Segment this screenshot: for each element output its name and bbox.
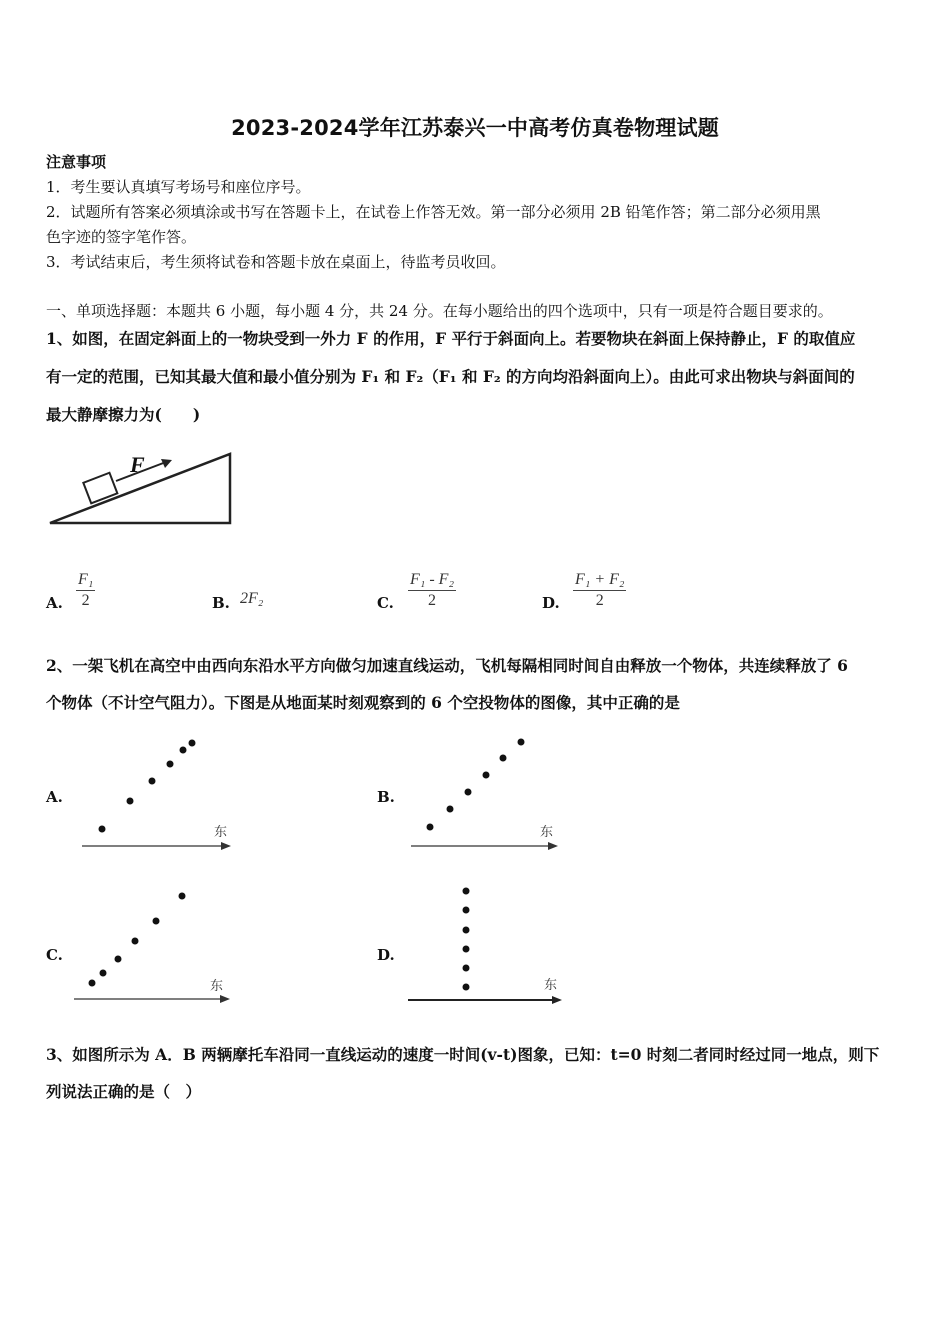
drop-point [463,888,470,895]
drop-point [447,806,454,813]
east-label: 东 [214,825,228,840]
drop-point [500,755,507,762]
fraction-numerator: F₁ + F₂ [573,570,626,591]
option-d-formula [573,570,626,611]
drop-point [465,789,472,796]
option-d-letter: D. [542,594,560,612]
question-3-line: 列说法正确的是（ ） [46,1082,202,1101]
option-a-letter: A. [46,594,63,612]
option-b-letter: B. [212,594,230,612]
q2-option-d-letter: D. [377,946,395,964]
question-2-line: 个物体（不计空气阻力）。下图是从地面某时刻观察到的 6 个空投物体的图像，其中正确的是 [46,693,680,712]
drop-point [463,946,470,953]
drop-point [99,826,106,833]
notice-item: 2．试题所有答案必须填涂或书写在答题卡上，在试卷上作答无效。第一部分必须用 2B 铅笔作答；第二部分必须用黑 [46,203,821,221]
notice-item: 色字迹的签字笔作答。 [46,228,197,246]
q2-option-a-letter: A. [46,788,63,806]
notice-item: 1．考生要认真填写考场号和座位序号。 [46,178,311,196]
question-2-line: 2、一架飞机在高空中由西向东沿水平方向做匀加速直线运动，飞机每隔相同时间自由释放一个物体，共连续释放了 6 [46,656,848,675]
q2-figure-c [70,886,235,1006]
page-title: 2023-2024学年江苏泰兴一中高考仿真卷物理试题 [231,116,719,140]
axis-arrowhead [548,842,558,850]
fraction-denominator: 2 [81,592,90,609]
axis-arrowhead [552,996,562,1004]
section-heading: 一、单项选择题：本题共 6 小题，每小题 4 分，共 24 分。在每小题给出的四个选项中，只有一项是符合题目要求的。 [46,302,833,320]
drop-point [149,778,156,785]
q2-figure-d [404,880,569,1008]
fraction-denominator: 2 [428,592,436,609]
axis-arrowhead [221,842,231,850]
drop-point [132,938,139,945]
notice-item: 3．考试结束后，考生须将试卷和答题卡放在桌面上，待监考员收回。 [46,253,506,271]
drop-point [89,980,96,987]
drop-point [127,798,134,805]
option-a-formula [76,570,95,611]
fraction-numerator: F₁ [76,570,95,591]
drop-point [115,956,122,963]
fraction-numerator: F₁ - F₂ [408,570,456,591]
option-b-formula: 2F₂ [240,590,264,607]
question-3-line: 3、如图所示为 A．B 两辆摩托车沿同一直线运动的速度一时间(v-t)图象，已知：t=0 时刻二者同时经过同一地点，则下 [46,1045,880,1064]
drop-point [483,772,490,779]
option-c-formula [408,570,456,611]
drop-point [518,739,525,746]
drop-point [153,918,160,925]
incline-figure [44,448,240,530]
east-label: 东 [210,979,224,994]
option-c-letter: C. [377,594,394,612]
drop-point [463,965,470,972]
drop-point [463,984,470,991]
drop-point [179,893,186,900]
drop-point [167,761,174,768]
notice-heading: 注意事项 [46,153,107,171]
drop-point [189,740,196,747]
drop-point [463,927,470,934]
axis-arrowhead [220,995,230,1003]
question-1-line: 有一定的范围，已知其最大值和最小值分别为 F₁ 和 F₂（F₁ 和 F₂ 的方向均沿斜面向上）。由此可求出物块与斜面间的 [46,367,855,386]
drop-point [100,970,107,977]
east-label: 东 [544,978,558,993]
q2-option-c-letter: C. [46,946,63,964]
q2-option-b-letter: B. [377,788,395,806]
question-1-line: 1、如图，在固定斜面上的一物块受到一外力 F 的作用，F 平行于斜面向上。若要物块在斜面上保持静止，F 的取值应 [46,329,856,348]
drop-point [180,747,187,754]
force-label: F [130,452,145,477]
fraction-denominator: 2 [595,592,604,609]
q2-figure-a [80,735,240,855]
drop-point [427,824,434,831]
question-1-line: 最大静摩擦力为( ) [46,405,201,424]
q2-figure-b [408,735,568,855]
east-label: 东 [540,825,554,840]
drop-point [463,907,470,914]
